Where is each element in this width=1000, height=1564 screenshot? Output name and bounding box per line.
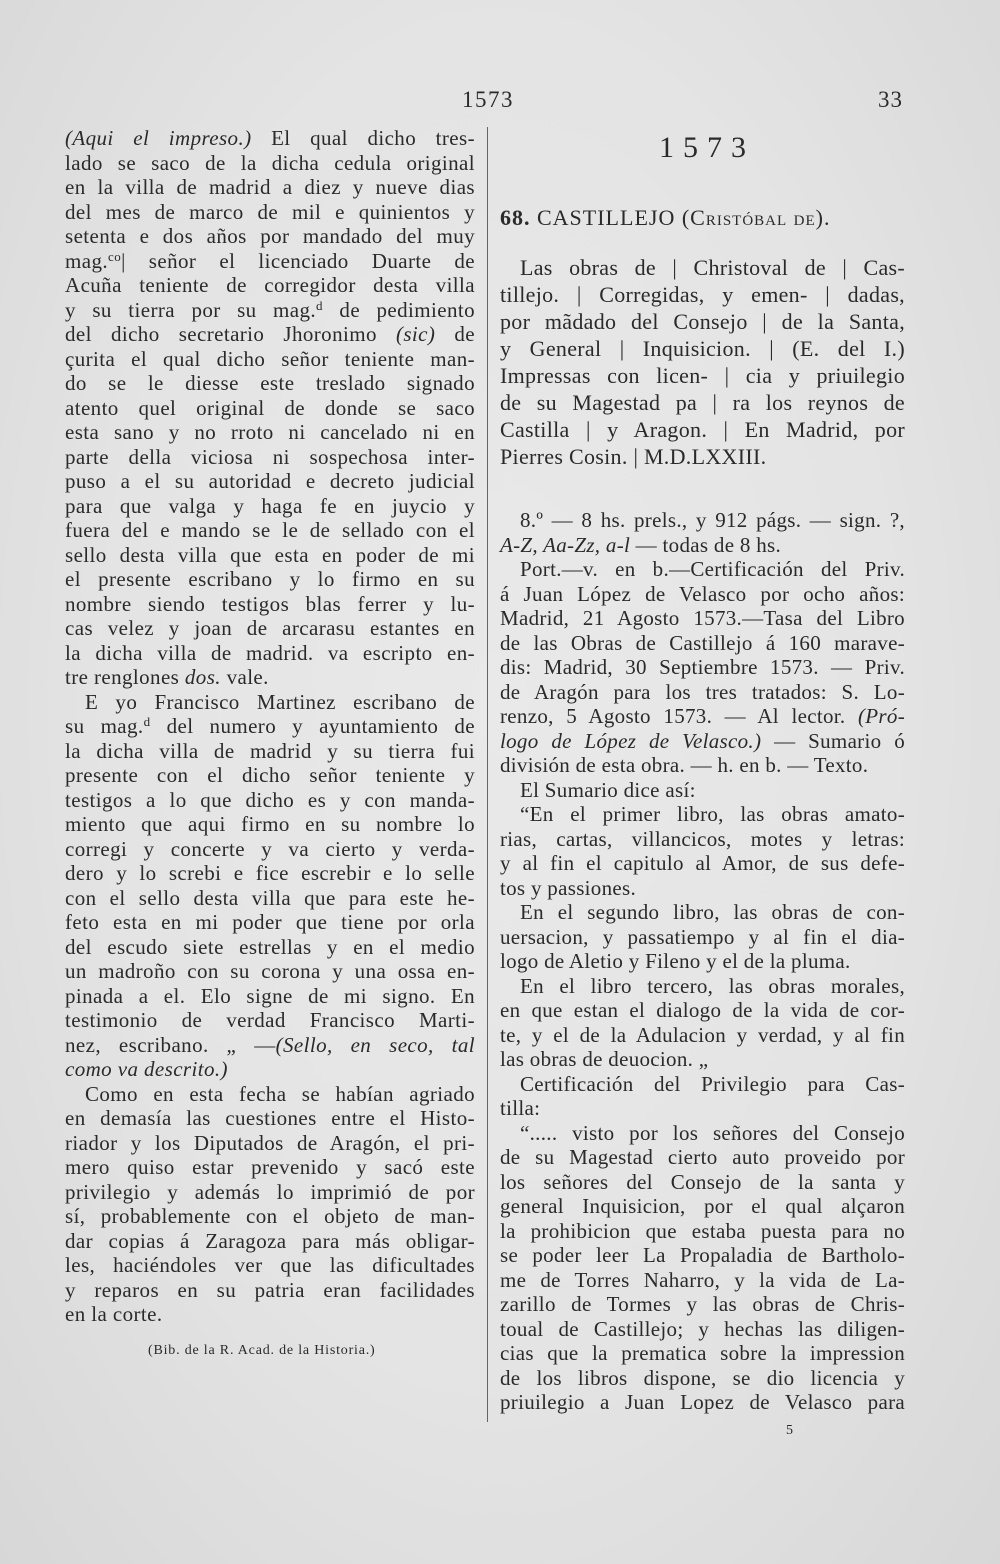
- text-segment: del escudo siete estrellas y en el medio: [65, 934, 475, 959]
- text-segment: por mãdado del Consejo | de la Santa,: [500, 309, 905, 334]
- text-segment: y General | Inquisicion. | (E. del I.): [500, 336, 905, 361]
- text-line: [500, 827, 905, 852]
- text-segment: de su Magestad pa | ra los reynos de: [500, 390, 905, 415]
- text-line: [65, 224, 475, 249]
- source-note: (Bib. de la R. Acad. de la Historia.): [148, 1343, 376, 1358]
- text-line: [65, 837, 475, 862]
- text-line: [500, 389, 905, 416]
- text-segment: á Juan López de Velasco por ocho años:: [500, 581, 905, 606]
- text-segment: atento quel original de donde se saco: [65, 395, 475, 420]
- text-segment: de su Magestad cierto auto proveido por: [500, 1145, 905, 1169]
- text-segment: nez, escribano. „ —: [65, 1032, 276, 1057]
- text-segment: para que valga y haga fe en juycio y: [65, 493, 475, 518]
- text-segment: el presente escribano y lo firmo en su: [65, 567, 475, 591]
- text-line: [500, 974, 905, 999]
- superscript: d: [143, 713, 151, 729]
- text-segment: testigos a lo que dicho es y con manda-: [65, 787, 475, 812]
- text-segment: en que estan el dialogo de la vida de cor-: [500, 998, 905, 1022]
- text-segment: renzo, 5 Agosto 1573. — Al lector.: [500, 704, 858, 728]
- text-line: [500, 1390, 905, 1415]
- text-segment: del mes de marco de mil e quinientos y: [65, 199, 475, 224]
- signature-mark: 5: [786, 1423, 793, 1438]
- text-line: [500, 1145, 905, 1170]
- text-line: [65, 861, 475, 886]
- text-line: [65, 518, 475, 543]
- text-segment: en demasía las cuestiones entre el Histo-: [65, 1106, 475, 1130]
- text-line: [65, 1131, 475, 1156]
- text-segment: fuera del e mando se le de sellado con el: [65, 518, 475, 542]
- text-line: [500, 533, 905, 558]
- superscript: d: [316, 297, 323, 313]
- italic-text: (sic): [395, 322, 436, 346]
- text-segment: mag.: [65, 248, 109, 273]
- text-segment: y al fin el capitulo al Amor, de sus defe-: [500, 851, 905, 875]
- text-line: [65, 641, 475, 666]
- text-segment: çurita el qual dicho señor teniente man-: [65, 346, 475, 371]
- text-segment: esta sano y no rroto ni cancelado ni en: [65, 420, 475, 444]
- text-segment: E yo Francisco Martinez escribano de: [85, 689, 475, 714]
- text-segment: de los libros dispone, se dio licencia y: [500, 1365, 905, 1390]
- text-line: [500, 1121, 905, 1146]
- italic-text: dos.: [184, 665, 221, 689]
- text-segment: logo de Aletio y Fileno y el de la pluma.: [500, 949, 851, 973]
- text-segment: ).: [815, 205, 831, 230]
- paragraph: [65, 126, 475, 690]
- running-head-year: 1573: [462, 87, 514, 112]
- entry-heading: [500, 203, 905, 233]
- text-line: [65, 322, 475, 347]
- text-segment: presente con el dicho señor teniente y: [65, 763, 475, 787]
- text-line: [65, 200, 475, 225]
- text-segment: parte della viciosa ni sospechosa inter-: [65, 444, 475, 469]
- text-line: [500, 508, 905, 533]
- italic-text: A-Z, Aa-Zz, a-l: [500, 532, 631, 557]
- text-line: [500, 900, 905, 925]
- text-line: [65, 445, 475, 470]
- text-line: [500, 1243, 905, 1268]
- text-segment: — todas de 8 hs.: [630, 532, 782, 557]
- text-line: [65, 1057, 475, 1082]
- bold-text: 68.: [500, 205, 531, 230]
- paragraph: [500, 900, 905, 974]
- text-segment: me de Torres Naharro, y la vida de La-: [500, 1267, 905, 1292]
- text-segment: los señores del Consejo de la santa y: [500, 1169, 905, 1194]
- text-line: [500, 606, 905, 631]
- text-segment: su mag.: [65, 714, 144, 738]
- text-segment: lado se saco de la dicha cedula original: [65, 150, 475, 175]
- text-line: [500, 1292, 905, 1317]
- text-segment: Pierres Cosin. | M.D.LXXIII.: [500, 444, 767, 469]
- text-line: [65, 273, 475, 298]
- text-segment: de las Obras de Castillejo á 160 marave-: [500, 630, 905, 655]
- paragraph: [500, 508, 905, 557]
- text-segment: Port.—v. en b.—Certificación del Priv.: [520, 557, 905, 581]
- text-segment: feto esta en mi poder que tiene por orla: [65, 910, 475, 934]
- small-caps-text: Cristóbal de: [690, 205, 816, 230]
- text-line: [65, 739, 475, 764]
- text-line: [65, 984, 475, 1009]
- text-segment: les, haciéndoles ver que las dificultades: [65, 1253, 475, 1277]
- text-line: [65, 420, 475, 445]
- text-line: [500, 949, 905, 974]
- column-rule: [487, 127, 488, 1422]
- text-segment: la dicha villa de madrid y su tierra fui: [65, 738, 475, 763]
- title-transcription: [500, 254, 905, 470]
- text-segment: Impressas con licen- | cia y priuilegio: [500, 363, 905, 388]
- text-segment: riador y los Diputados de Aragón, el pri-: [65, 1130, 475, 1155]
- text-segment: setenta e dos años por mandado del muy: [65, 224, 475, 248]
- text-line: [65, 298, 475, 323]
- text-line: [65, 347, 475, 372]
- text-segment: de: [435, 322, 475, 346]
- text-line: [65, 249, 475, 274]
- text-segment: 8.º — 8 hs. prels., y 912 págs. — sign. ?,: [520, 508, 905, 532]
- text-segment: dis: Madrid, 30 Septiembre 1573. — Priv.: [500, 655, 905, 679]
- text-line: [65, 175, 475, 200]
- text-segment: en la corte.: [65, 1302, 163, 1326]
- text-line: [65, 1033, 475, 1058]
- text-segment: se poder leer La Propaladia de Bartholo-: [500, 1243, 905, 1267]
- text-line: [500, 1268, 905, 1293]
- text-segment: rias, cartas, villancicos, motes y letras:: [500, 826, 905, 851]
- text-segment: la dicha villa de madrid. va escripto en-: [65, 640, 475, 665]
- text-line: [500, 557, 905, 582]
- text-line: [65, 1008, 475, 1033]
- text-line: [500, 1194, 905, 1219]
- text-line: [500, 729, 905, 754]
- text-segment: CASTILLEJO (: [530, 205, 691, 230]
- text-segment: vale.: [220, 665, 269, 689]
- text-line: [65, 616, 475, 641]
- text-segment: cias que la prematica sobre la impression: [500, 1341, 905, 1365]
- text-line: [500, 203, 905, 233]
- text-line: [65, 935, 475, 960]
- text-line: [65, 494, 475, 519]
- paragraph: [500, 974, 905, 1072]
- text-segment: do se le diesse este treslado signado: [65, 371, 475, 395]
- text-line: [500, 362, 905, 389]
- text-line: [500, 254, 905, 281]
- text-line: [65, 812, 475, 837]
- text-segment: del dicho secretario Jhoronimo: [65, 322, 396, 346]
- paragraph: [65, 690, 475, 1082]
- text-segment: de Aragón para los tres tratados: S. Lo-: [500, 679, 905, 704]
- text-line: [500, 655, 905, 680]
- text-segment: privilegio y además lo imprimió de por: [65, 1179, 475, 1204]
- right-column-body: [500, 508, 905, 1415]
- text-line: [65, 690, 475, 715]
- text-segment: un madroño con su corona y una ossa en-: [65, 959, 475, 983]
- text-line: [65, 543, 475, 568]
- italic-text: (Aqui el impreso.): [65, 126, 252, 150]
- text-segment: “..... visto por los señores del Consejo: [520, 1120, 905, 1145]
- text-segment: y su tierra por su mag.: [65, 297, 317, 322]
- text-line: [500, 416, 905, 443]
- text-segment: Como en esta fecha se habían agriado: [85, 1081, 475, 1106]
- text-segment: toual de Castillejo; y hechas las diligen-: [500, 1316, 905, 1341]
- text-segment: tillejo. | Corregidas, y emen- | dadas,: [500, 282, 905, 307]
- paragraph: [500, 1121, 905, 1415]
- italic-text: (Sello, en seco, tal: [275, 1032, 475, 1057]
- text-line: [500, 443, 905, 470]
- text-segment: Certificación del Privilegio para Cas-: [520, 1071, 905, 1096]
- text-line: [65, 1204, 475, 1229]
- text-segment: Castilla | y Aragon. | En Madrid, por: [500, 417, 905, 442]
- text-segment: dero y lo screbi e fice escrebir e lo selle: [65, 861, 475, 885]
- text-line: [500, 998, 905, 1023]
- text-segment: Madrid, 21 Agosto 1573.—Tasa del Libro: [500, 606, 905, 630]
- text-line: [65, 151, 475, 176]
- text-line: [65, 1278, 475, 1303]
- text-line: [65, 396, 475, 421]
- text-line: [65, 959, 475, 984]
- text-line: [500, 1170, 905, 1195]
- text-line: [500, 1047, 905, 1072]
- text-line: [65, 714, 475, 739]
- text-segment: del numero y ayuntamiento de: [150, 714, 475, 738]
- text-segment: mero quiso estar prevenido y sacó este: [65, 1155, 475, 1179]
- text-segment: nombre siendo testigos blas ferrer y lu-: [65, 591, 475, 616]
- text-line: [65, 788, 475, 813]
- text-line: [500, 778, 905, 803]
- text-line: [500, 1072, 905, 1097]
- text-line: [500, 1317, 905, 1342]
- text-line: [500, 925, 905, 950]
- text-segment: Acuña teniente de corregidor desta villa: [65, 273, 475, 297]
- text-segment: división de esta obra. — h. en b. — Texto.: [500, 753, 869, 777]
- italic-text: logo de López de Velasco.): [500, 728, 762, 753]
- text-segment: miento que aqui firmo en su nombre lo: [65, 812, 475, 836]
- paragraph: [65, 1082, 475, 1327]
- text-segment: la prohibicion que estaba puesta para no: [500, 1218, 905, 1243]
- text-line: [65, 1253, 475, 1278]
- text-segment: Las obras de | Christoval de | Cas-: [520, 255, 905, 280]
- text-line: [500, 753, 905, 778]
- text-line: [500, 308, 905, 335]
- section-year-heading: 1573: [659, 131, 755, 164]
- text-segment: pinada a el. Elo signe de mi signo. En: [65, 983, 475, 1008]
- text-line: [65, 665, 475, 690]
- text-line: [65, 1106, 475, 1131]
- text-segment: testimonio de verdad Francisco Marti-: [65, 1008, 475, 1032]
- text-line: [500, 582, 905, 607]
- text-segment: El Sumario dice así:: [520, 777, 696, 802]
- text-line: [65, 910, 475, 935]
- text-line: [500, 1023, 905, 1048]
- text-segment: cas velez y joan de arcarasu estantes en: [65, 616, 475, 640]
- text-segment: priuilegio a Juan Lopez de Velasco para: [500, 1390, 905, 1414]
- text-line: [500, 1366, 905, 1391]
- text-line: [500, 335, 905, 362]
- text-segment: las obras de deuocion. „: [500, 1047, 709, 1071]
- text-segment: sello desta villa que esta en poder de mi: [65, 542, 475, 567]
- text-line: [500, 704, 905, 729]
- text-line: [500, 876, 905, 901]
- text-line: [65, 1155, 475, 1180]
- text-line: [65, 126, 475, 151]
- paragraph: [500, 778, 905, 803]
- text-segment: con el sello desta villa que para este he-: [65, 885, 475, 910]
- text-line: [500, 1219, 905, 1244]
- text-segment: El qual dicho tres-: [251, 126, 475, 150]
- text-segment: En el segundo libro, las obras de con-: [520, 900, 905, 924]
- left-column: [65, 126, 475, 1327]
- paragraph: [500, 557, 905, 778]
- text-line: [500, 1096, 905, 1121]
- text-segment: — Sumario ó: [761, 728, 905, 753]
- text-segment: sí, probablemente con el objeto de man-: [65, 1204, 475, 1228]
- text-segment: “En el primer libro, las obras amato-: [520, 802, 905, 826]
- text-line: [65, 886, 475, 911]
- text-line: [65, 1180, 475, 1205]
- text-line: [65, 1302, 475, 1327]
- text-line: [65, 469, 475, 494]
- text-line: [500, 680, 905, 705]
- text-line: [65, 1082, 475, 1107]
- text-segment: | señor el licenciado Duarte de: [121, 248, 475, 273]
- text-segment: general Inquisicion, por el qual alçaron: [500, 1194, 905, 1218]
- text-line: [500, 631, 905, 656]
- text-segment: puso a el su autoridad e decreto judicial: [65, 469, 475, 493]
- text-segment: tre renglones: [65, 665, 185, 689]
- paragraph: [500, 802, 905, 900]
- italic-text: (Pró-: [858, 704, 905, 728]
- text-segment: de pedimiento: [322, 297, 475, 322]
- text-segment: y reparos en su patria eran facilidades: [65, 1277, 475, 1302]
- text-segment: tos y passiones.: [500, 875, 637, 900]
- text-segment: zarillo de Tormes y las obras de Chris-: [500, 1292, 905, 1316]
- text-line: [65, 371, 475, 396]
- text-line: [500, 281, 905, 308]
- text-segment: corregi y concerte y va cierto y verda-: [65, 836, 475, 861]
- text-line: [65, 567, 475, 592]
- text-line: [500, 1341, 905, 1366]
- text-segment: uersacion, y passatiempo y al fin el dia-: [500, 924, 905, 949]
- paragraph: [500, 1072, 905, 1121]
- text-line: [500, 851, 905, 876]
- text-line: [65, 592, 475, 617]
- text-line: [65, 1229, 475, 1254]
- text-segment: en la villa de madrid a diez y nueve dias: [65, 175, 475, 199]
- superscript: co: [108, 248, 122, 264]
- text-segment: te, y el de la Adulacion y verdad, y al fin: [500, 1022, 905, 1047]
- text-segment: En el libro tercero, las obras morales,: [520, 973, 905, 998]
- text-line: [500, 802, 905, 827]
- text-segment: dar copias á Zaragoza para más obligar-: [65, 1228, 475, 1253]
- text-line: [65, 763, 475, 788]
- page-number: 33: [878, 87, 903, 112]
- text-segment: tilla:: [500, 1096, 541, 1120]
- italic-text: como va descrito.): [65, 1057, 228, 1081]
